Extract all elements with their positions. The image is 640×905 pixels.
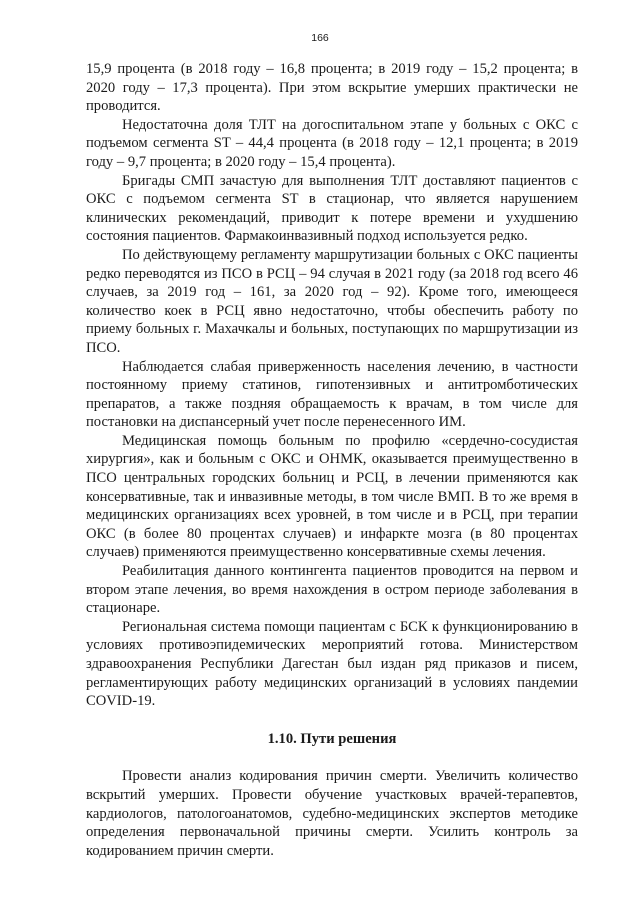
paragraph: По действующему регламенту маршрутизации больных с ОКС пациенты редко переводятся из ПСО в РСЦ – 94 случая в 2021 году (за 2018 год всего 46 случаев, за 2019 год – 161, за 2020 год – 92). Кроме того, имеющееся количество коек в РСЦ явно недостаточно, чтобы обеспечить работу по приему больных г. Махачкалы и больных, поступающих по маршрутизации из ПСО. xyxy=(86,246,578,356)
paragraph: Наблюдается слабая приверженность населения лечению, в частности постоянному приему статинов, гипотензивных и антитромботических препаратов, а также поздняя обращаемость к врачам, в том числе для постановки на диспансерный учет после перенесенного ИМ. xyxy=(86,358,578,431)
page-number: 166 xyxy=(311,32,329,44)
paragraph: Реабилитация данного контингента пациентов проводится на первом и втором этапе лечения, во время нахождения в остром периоде заболевания в стационаре. xyxy=(86,563,578,617)
paragraph: Недостаточна доля ТЛТ на догоспитальном этапе у больных с ОКС с подъемом сегмента ST – 44,4 процента (в 2018 году – 12,1 процента; в 2019 году – 9,7 процента; в 2020 году – 15,4 процента). xyxy=(86,116,578,170)
document-body xyxy=(86,60,578,860)
paragraph: Региональная система помощи пациентам с БСК к функционированию в условиях противоэпидемических мероприятий готова. Министерством здравоохранения Республики Дагестан был издан ряд приказов и писем, регламентирующих работу медицинских организаций в условиях пандемии COVID-19. xyxy=(86,618,578,710)
section-heading: 1.10. Пути решения xyxy=(267,730,397,747)
paragraph: Медицинская помощь больным по профилю «сердечно-сосудистая хирургия», как и больным с ОКС и ОНМК, оказывается преимущественно в ПСО центральных городских больниц и РСЦ, в лечении применяются как консервативные, так и инвазивные методы, в том числе ВМП. В то же время в медицинских организациях всех уровней, в том числе и в РСЦ, при терапии ОКС (в более 80 процентах случаев) и инфаркте мозга (в 80 процентах случаев) применяются преимущественно консервативные схемы лечения. xyxy=(86,432,578,561)
paragraph: 15,9 процента (в 2018 году – 16,8 процента; в 2019 году – 15,2 процента; в 2020 году – 17,3 процента). При этом вскрытие умерших практически не проводится. xyxy=(86,61,578,115)
paragraph: Провести анализ кодирования причин смерти. Увеличить количество вскрытий умерших. Провести обучение участковых врачей-терапевтов, кардиологов, патологоанатомов, судебно-медицинских экспертов методике определения первоначальной причины смерти. Усилить контроль за кодированием причин смерти. xyxy=(86,768,578,859)
paragraph: Бригады СМП зачастую для выполнения ТЛТ доставляют пациентов с ОКС с подъемом сегмента ST в стационар, что является нарушением клинических рекомендаций, приводит к потере времени и ухудшению состояния пациентов. Фармакоинвазивный подход используется редко. xyxy=(86,172,578,245)
